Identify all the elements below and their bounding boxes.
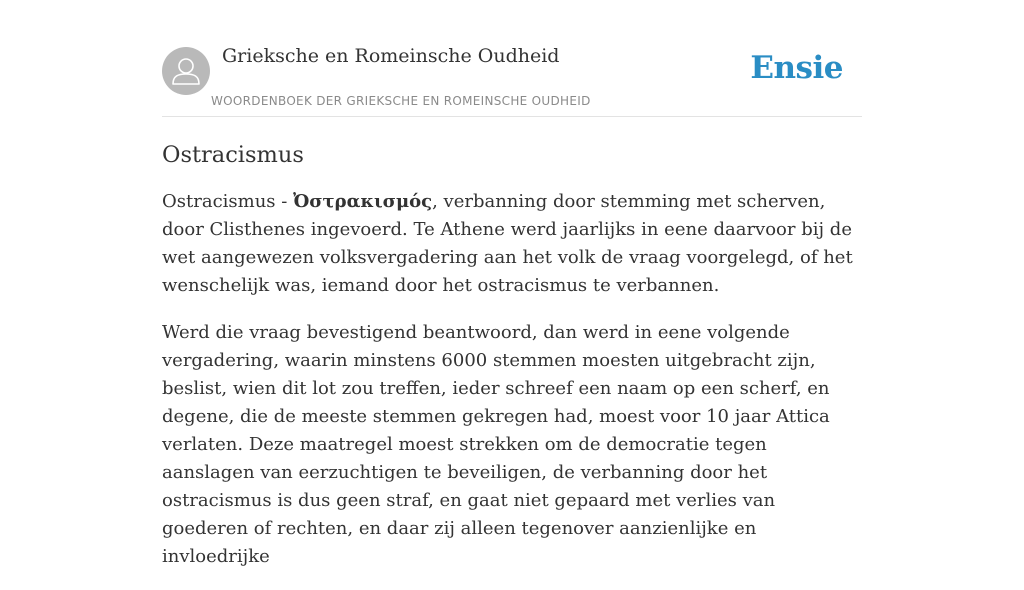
source-subtitle: WOORDENBOEK DER GRIEKSCHE EN ROMEINSCHE OUDHEID (211, 94, 591, 108)
source-header (162, 0, 862, 117)
entry-title: Ostracismus (162, 142, 304, 168)
entry-definition: , verbanning door stemming met scherven, door Clisthenes ingevoerd. Te Athene werd jaarlijks in eene daarvoor bij de wet aangewezen volksvergadering aan het volk de vraag voorgelegd, of het wenschelijk was, iemand door het ostracismus te verbannen. (162, 191, 853, 296)
user-icon (162, 47, 210, 95)
entry-paragraph-2: Werd die vraag bevestigend beantwoord, dan werd in eene volgende vergadering, waarin minstens 6000 stemmen moesten uitgebracht zijn, beslist, wien dit lot zou treffen, ieder schreef een naam op een scherf, en degene, die de meeste stemmen gekregen had, moest voor 10 jaar Attica verlaten. Deze maatregel moest strekken om de democratie tegen aanslagen van eerzuchtigen te beveiligen, de verbanning door het ostracismus is dus geen straf, en gaat niet gepaard met verlies van goederen of rechten, en daar zij alleen tegenover aanzienlijke en invloedrijke (162, 322, 830, 567)
entry-lead: Ostracismus - (162, 191, 294, 212)
source-avatar[interactable] (162, 47, 210, 95)
greek-term: Ὀστρακισμός (293, 191, 433, 212)
entry-content (162, 140, 864, 590)
entry-paragraph-1 (162, 188, 864, 300)
source-title-link[interactable]: Grieksche en Romeinsche Oudheid (222, 45, 560, 67)
ensie-logo-link[interactable]: Ensie (750, 50, 843, 86)
